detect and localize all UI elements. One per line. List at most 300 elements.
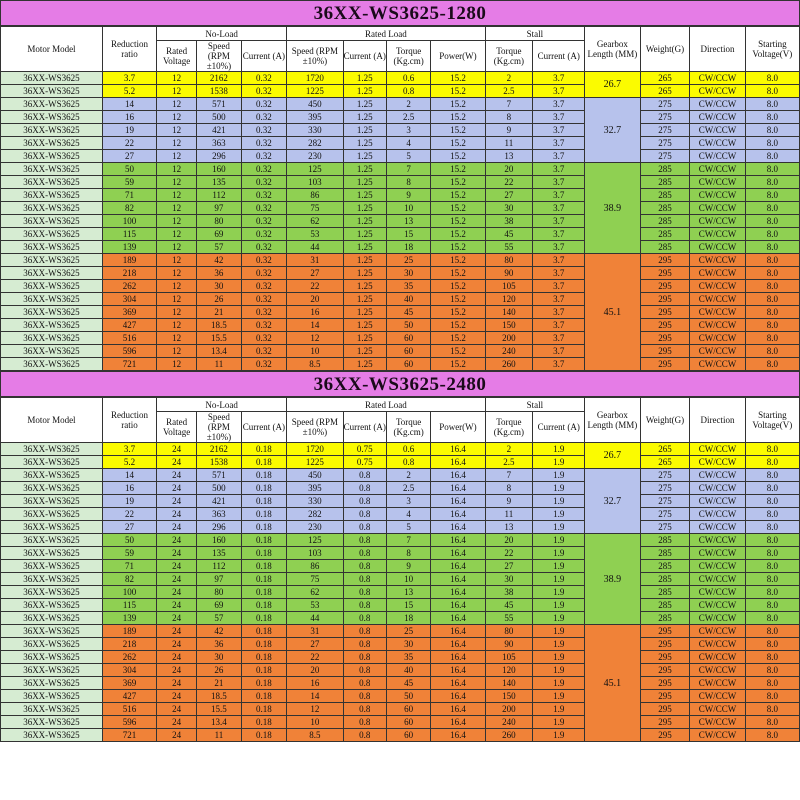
cell-power: 15.2 <box>431 163 485 176</box>
cell-power: 16.4 <box>431 573 485 586</box>
cell-noload-speed: 15.5 <box>197 703 241 716</box>
cell-rated-speed: 86 <box>287 189 343 202</box>
header-reduction-ratio: Reduction ratio <box>102 27 156 72</box>
cell-stall-torque: 2 <box>485 72 533 85</box>
cell-motor-model: 36XX-WS3625 <box>1 98 103 111</box>
cell-rated-torque: 0.8 <box>386 85 430 98</box>
cell-weight: 285 <box>640 547 690 560</box>
cell-noload-current: 0.32 <box>241 189 287 202</box>
cell-direction: CW/CCW <box>690 547 745 560</box>
cell-weight: 295 <box>640 293 690 306</box>
cell-weight: 265 <box>640 85 690 98</box>
cell-weight: 285 <box>640 534 690 547</box>
cell-rated-voltage: 24 <box>157 573 197 586</box>
cell-rated-speed: 44 <box>287 241 343 254</box>
cell-motor-model: 36XX-WS3625 <box>1 124 103 137</box>
cell-stall-torque: 55 <box>485 612 533 625</box>
cell-noload-current: 0.18 <box>241 521 287 534</box>
cell-stall-torque: 260 <box>485 729 533 742</box>
cell-noload-speed: 296 <box>197 521 241 534</box>
cell-motor-model: 36XX-WS3625 <box>1 443 103 456</box>
cell-starting-voltage: 8.0 <box>745 189 799 202</box>
cell-rated-torque: 0.6 <box>386 72 430 85</box>
cell-rated-speed: 20 <box>287 664 343 677</box>
cell-direction: CW/CCW <box>690 254 745 267</box>
cell-rated-voltage: 24 <box>157 716 197 729</box>
cell-noload-current: 0.32 <box>241 202 287 215</box>
table-row <box>1 111 800 124</box>
cell-gearbox-length: 38.9 <box>585 163 640 254</box>
cell-rated-current: 1.25 <box>343 267 386 280</box>
header-rated-current: Current (A) <box>343 412 386 443</box>
cell-rated-torque: 9 <box>386 189 430 202</box>
cell-stall-torque: 150 <box>485 690 533 703</box>
cell-starting-voltage: 8.0 <box>745 150 799 163</box>
cell-motor-model: 36XX-WS3625 <box>1 612 103 625</box>
cell-rated-torque: 10 <box>386 573 430 586</box>
cell-stall-torque: 9 <box>485 124 533 137</box>
cell-power: 16.4 <box>431 625 485 638</box>
cell-noload-current: 0.18 <box>241 482 287 495</box>
cell-weight: 285 <box>640 176 690 189</box>
cell-direction: CW/CCW <box>690 163 745 176</box>
cell-weight: 285 <box>640 241 690 254</box>
cell-stall-torque: 20 <box>485 163 533 176</box>
cell-rated-torque: 2.5 <box>386 111 430 124</box>
cell-stall-current: 3.7 <box>533 189 585 202</box>
cell-weight: 295 <box>640 332 690 345</box>
cell-noload-speed: 97 <box>197 202 241 215</box>
cell-rated-speed: 62 <box>287 215 343 228</box>
cell-reduction-ratio: 16 <box>102 111 156 124</box>
cell-noload-speed: 2162 <box>197 443 241 456</box>
cell-reduction-ratio: 82 <box>102 573 156 586</box>
cell-power: 16.4 <box>431 638 485 651</box>
cell-noload-speed: 57 <box>197 612 241 625</box>
cell-reduction-ratio: 5.2 <box>102 456 156 469</box>
cell-rated-current: 0.8 <box>343 560 386 573</box>
cell-motor-model: 36XX-WS3625 <box>1 293 103 306</box>
cell-weight: 295 <box>640 306 690 319</box>
cell-direction: CW/CCW <box>690 319 745 332</box>
table-row <box>1 137 800 150</box>
cell-direction: CW/CCW <box>690 612 745 625</box>
table-row <box>1 254 800 267</box>
cell-rated-voltage: 12 <box>157 254 197 267</box>
table-row <box>1 482 800 495</box>
cell-motor-model: 36XX-WS3625 <box>1 332 103 345</box>
cell-rated-torque: 2 <box>386 469 430 482</box>
cell-starting-voltage: 8.0 <box>745 306 799 319</box>
cell-power: 15.2 <box>431 306 485 319</box>
cell-weight: 295 <box>640 651 690 664</box>
cell-starting-voltage: 8.0 <box>745 534 799 547</box>
cell-stall-torque: 55 <box>485 241 533 254</box>
cell-power: 15.2 <box>431 85 485 98</box>
cell-rated-torque: 40 <box>386 664 430 677</box>
cell-rated-torque: 0.8 <box>386 456 430 469</box>
cell-weight: 275 <box>640 98 690 111</box>
cell-rated-torque: 3 <box>386 124 430 137</box>
cell-noload-current: 0.32 <box>241 332 287 345</box>
cell-stall-torque: 90 <box>485 267 533 280</box>
table-row <box>1 358 800 371</box>
cell-stall-torque: 90 <box>485 638 533 651</box>
cell-noload-current: 0.18 <box>241 703 287 716</box>
cell-power: 16.4 <box>431 495 485 508</box>
cell-rated-current: 1.25 <box>343 137 386 150</box>
cell-rated-current: 1.25 <box>343 293 386 306</box>
table-row <box>1 293 800 306</box>
cell-stall-torque: 13 <box>485 150 533 163</box>
cell-power: 16.4 <box>431 469 485 482</box>
cell-rated-voltage: 24 <box>157 482 197 495</box>
cell-stall-current: 1.9 <box>533 612 585 625</box>
cell-rated-current: 1.25 <box>343 345 386 358</box>
cell-stall-torque: 7 <box>485 98 533 111</box>
cell-starting-voltage: 8.0 <box>745 690 799 703</box>
cell-motor-model: 36XX-WS3625 <box>1 586 103 599</box>
cell-noload-speed: 11 <box>197 358 241 371</box>
cell-rated-current: 0.8 <box>343 508 386 521</box>
cell-direction: CW/CCW <box>690 534 745 547</box>
cell-rated-current: 1.25 <box>343 150 386 163</box>
cell-rated-current: 0.8 <box>343 729 386 742</box>
cell-direction: CW/CCW <box>690 599 745 612</box>
cell-stall-current: 3.7 <box>533 124 585 137</box>
header-weight: Weight(G) <box>640 27 690 72</box>
cell-rated-voltage: 24 <box>157 690 197 703</box>
cell-motor-model: 36XX-WS3625 <box>1 495 103 508</box>
cell-power: 16.4 <box>431 443 485 456</box>
header-direction: Direction <box>690 27 745 72</box>
cell-motor-model: 36XX-WS3625 <box>1 651 103 664</box>
cell-rated-torque: 60 <box>386 729 430 742</box>
cell-stall-torque: 105 <box>485 280 533 293</box>
cell-noload-current: 0.18 <box>241 664 287 677</box>
cell-noload-current: 0.32 <box>241 98 287 111</box>
table-row <box>1 215 800 228</box>
cell-rated-voltage: 24 <box>157 560 197 573</box>
cell-noload-current: 0.32 <box>241 280 287 293</box>
cell-rated-voltage: 24 <box>157 586 197 599</box>
cell-rated-current: 0.8 <box>343 599 386 612</box>
cell-rated-voltage: 24 <box>157 638 197 651</box>
cell-stall-torque: 120 <box>485 293 533 306</box>
cell-reduction-ratio: 262 <box>102 651 156 664</box>
cell-power: 15.2 <box>431 319 485 332</box>
cell-stall-current: 1.9 <box>533 469 585 482</box>
cell-reduction-ratio: 82 <box>102 202 156 215</box>
cell-weight: 285 <box>640 215 690 228</box>
cell-noload-current: 0.32 <box>241 306 287 319</box>
cell-noload-current: 0.18 <box>241 456 287 469</box>
cell-stall-current: 1.9 <box>533 482 585 495</box>
cell-motor-model: 36XX-WS3625 <box>1 228 103 241</box>
cell-rated-voltage: 12 <box>157 319 197 332</box>
cell-weight: 275 <box>640 521 690 534</box>
cell-starting-voltage: 8.0 <box>745 163 799 176</box>
cell-rated-speed: 450 <box>287 98 343 111</box>
cell-weight: 275 <box>640 495 690 508</box>
cell-noload-current: 0.18 <box>241 534 287 547</box>
cell-rated-speed: 1225 <box>287 456 343 469</box>
cell-rated-voltage: 24 <box>157 495 197 508</box>
cell-stall-current: 3.7 <box>533 202 585 215</box>
cell-rated-voltage: 12 <box>157 111 197 124</box>
cell-motor-model: 36XX-WS3625 <box>1 703 103 716</box>
cell-rated-torque: 25 <box>386 254 430 267</box>
cell-rated-voltage: 12 <box>157 345 197 358</box>
cell-starting-voltage: 8.0 <box>745 215 799 228</box>
cell-rated-current: 0.8 <box>343 677 386 690</box>
cell-stall-current: 1.9 <box>533 586 585 599</box>
cell-noload-current: 0.32 <box>241 345 287 358</box>
cell-rated-current: 1.25 <box>343 72 386 85</box>
cell-rated-torque: 7 <box>386 534 430 547</box>
cell-power: 15.2 <box>431 202 485 215</box>
cell-rated-speed: 10 <box>287 345 343 358</box>
cell-power: 15.2 <box>431 332 485 345</box>
cell-starting-voltage: 8.0 <box>745 124 799 137</box>
section-title: 36XX-WS3625-2480 <box>0 371 800 397</box>
cell-noload-speed: 42 <box>197 625 241 638</box>
cell-rated-speed: 31 <box>287 625 343 638</box>
cell-gearbox-length: 38.9 <box>585 534 640 625</box>
cell-stall-current: 1.9 <box>533 625 585 638</box>
cell-rated-torque: 5 <box>386 150 430 163</box>
cell-rated-speed: 1225 <box>287 85 343 98</box>
cell-noload-current: 0.18 <box>241 586 287 599</box>
cell-gearbox-length: 45.1 <box>585 625 640 742</box>
cell-stall-torque: 9 <box>485 495 533 508</box>
cell-stall-torque: 8 <box>485 111 533 124</box>
cell-rated-current: 1.25 <box>343 189 386 202</box>
cell-motor-model: 36XX-WS3625 <box>1 638 103 651</box>
cell-stall-torque: 22 <box>485 547 533 560</box>
cell-rated-torque: 40 <box>386 293 430 306</box>
table-row <box>1 202 800 215</box>
cell-reduction-ratio: 50 <box>102 163 156 176</box>
cell-rated-voltage: 12 <box>157 358 197 371</box>
cell-reduction-ratio: 516 <box>102 332 156 345</box>
cell-stall-current: 1.9 <box>533 729 585 742</box>
cell-rated-speed: 103 <box>287 176 343 189</box>
cell-motor-model: 36XX-WS3625 <box>1 560 103 573</box>
cell-power: 16.4 <box>431 599 485 612</box>
cell-power: 15.2 <box>431 124 485 137</box>
cell-stall-current: 3.7 <box>533 254 585 267</box>
cell-rated-current: 0.8 <box>343 547 386 560</box>
cell-weight: 265 <box>640 456 690 469</box>
cell-rated-torque: 15 <box>386 599 430 612</box>
table-row <box>1 85 800 98</box>
header-rated-voltage: Rated Voltage <box>157 41 197 72</box>
cell-rated-voltage: 12 <box>157 202 197 215</box>
cell-rated-current: 0.8 <box>343 638 386 651</box>
cell-direction: CW/CCW <box>690 293 745 306</box>
cell-stall-current: 1.9 <box>533 547 585 560</box>
cell-rated-torque: 0.6 <box>386 443 430 456</box>
cell-noload-current: 0.32 <box>241 319 287 332</box>
cell-direction: CW/CCW <box>690 495 745 508</box>
cell-noload-speed: 57 <box>197 241 241 254</box>
cell-power: 16.4 <box>431 664 485 677</box>
cell-stall-current: 1.9 <box>533 508 585 521</box>
table-row <box>1 508 800 521</box>
cell-noload-speed: 80 <box>197 586 241 599</box>
cell-motor-model: 36XX-WS3625 <box>1 716 103 729</box>
cell-reduction-ratio: 59 <box>102 176 156 189</box>
cell-rated-current: 1.25 <box>343 176 386 189</box>
cell-power: 16.4 <box>431 521 485 534</box>
header-power: Power(W) <box>431 412 485 443</box>
cell-direction: CW/CCW <box>690 521 745 534</box>
cell-motor-model: 36XX-WS3625 <box>1 456 103 469</box>
cell-noload-current: 0.18 <box>241 469 287 482</box>
cell-rated-current: 1.25 <box>343 241 386 254</box>
cell-noload-current: 0.32 <box>241 176 287 189</box>
cell-rated-current: 1.25 <box>343 98 386 111</box>
table-row <box>1 189 800 202</box>
cell-noload-current: 0.32 <box>241 163 287 176</box>
cell-rated-voltage: 24 <box>157 612 197 625</box>
cell-stall-torque: 20 <box>485 534 533 547</box>
cell-rated-speed: 330 <box>287 495 343 508</box>
cell-stall-torque: 240 <box>485 716 533 729</box>
cell-noload-speed: 135 <box>197 176 241 189</box>
cell-starting-voltage: 8.0 <box>745 547 799 560</box>
cell-rated-speed: 22 <box>287 280 343 293</box>
cell-stall-current: 1.9 <box>533 716 585 729</box>
cell-rated-voltage: 12 <box>157 72 197 85</box>
cell-stall-current: 1.9 <box>533 456 585 469</box>
cell-reduction-ratio: 721 <box>102 358 156 371</box>
cell-motor-model: 36XX-WS3625 <box>1 599 103 612</box>
cell-rated-speed: 53 <box>287 228 343 241</box>
cell-noload-current: 0.32 <box>241 111 287 124</box>
cell-rated-speed: 282 <box>287 137 343 150</box>
cell-reduction-ratio: 14 <box>102 98 156 111</box>
cell-starting-voltage: 8.0 <box>745 729 799 742</box>
cell-stall-torque: 22 <box>485 176 533 189</box>
table-row <box>1 469 800 482</box>
cell-stall-current: 1.9 <box>533 599 585 612</box>
table-row <box>1 729 800 742</box>
table-row <box>1 72 800 85</box>
cell-weight: 285 <box>640 612 690 625</box>
cell-weight: 285 <box>640 586 690 599</box>
cell-noload-current: 0.18 <box>241 443 287 456</box>
cell-rated-torque: 18 <box>386 241 430 254</box>
table-row <box>1 495 800 508</box>
header-gearbox-length: Gearbox Length (MM) <box>585 398 640 443</box>
cell-rated-torque: 30 <box>386 267 430 280</box>
cell-starting-voltage: 8.0 <box>745 677 799 690</box>
cell-direction: CW/CCW <box>690 98 745 111</box>
cell-motor-model: 36XX-WS3625 <box>1 111 103 124</box>
cell-stall-current: 3.7 <box>533 241 585 254</box>
cell-starting-voltage: 8.0 <box>745 98 799 111</box>
cell-reduction-ratio: 596 <box>102 345 156 358</box>
cell-reduction-ratio: 721 <box>102 729 156 742</box>
cell-direction: CW/CCW <box>690 124 745 137</box>
cell-direction: CW/CCW <box>690 456 745 469</box>
cell-rated-torque: 35 <box>386 651 430 664</box>
header-noload-current: Current (A) <box>241 41 287 72</box>
cell-direction: CW/CCW <box>690 72 745 85</box>
cell-starting-voltage: 8.0 <box>745 625 799 638</box>
cell-motor-model: 36XX-WS3625 <box>1 482 103 495</box>
cell-power: 16.4 <box>431 547 485 560</box>
cell-stall-current: 1.9 <box>533 664 585 677</box>
cell-noload-current: 0.32 <box>241 267 287 280</box>
cell-stall-current: 1.9 <box>533 573 585 586</box>
cell-direction: CW/CCW <box>690 716 745 729</box>
cell-rated-torque: 10 <box>386 202 430 215</box>
cell-rated-torque: 2.5 <box>386 482 430 495</box>
cell-rated-voltage: 12 <box>157 215 197 228</box>
cell-stall-current: 3.7 <box>533 176 585 189</box>
cell-weight: 285 <box>640 599 690 612</box>
cell-stall-torque: 38 <box>485 586 533 599</box>
cell-weight: 285 <box>640 189 690 202</box>
cell-weight: 295 <box>640 254 690 267</box>
cell-starting-voltage: 8.0 <box>745 280 799 293</box>
table-row <box>1 638 800 651</box>
cell-noload-speed: 18.5 <box>197 690 241 703</box>
header-power: Power(W) <box>431 41 485 72</box>
cell-rated-voltage: 24 <box>157 729 197 742</box>
cell-noload-speed: 160 <box>197 534 241 547</box>
cell-starting-voltage: 8.0 <box>745 345 799 358</box>
cell-starting-voltage: 8.0 <box>745 254 799 267</box>
cell-stall-current: 3.7 <box>533 306 585 319</box>
cell-starting-voltage: 8.0 <box>745 202 799 215</box>
cell-reduction-ratio: 218 <box>102 638 156 651</box>
cell-rated-torque: 60 <box>386 716 430 729</box>
cell-noload-speed: 30 <box>197 280 241 293</box>
header-rated-speed: Speed (RPM ±10%) <box>287 412 343 443</box>
table-row <box>1 586 800 599</box>
cell-direction: CW/CCW <box>690 267 745 280</box>
cell-gearbox-length: 32.7 <box>585 469 640 534</box>
cell-rated-torque: 60 <box>386 345 430 358</box>
cell-starting-voltage: 8.0 <box>745 508 799 521</box>
cell-weight: 285 <box>640 560 690 573</box>
cell-rated-speed: 12 <box>287 703 343 716</box>
cell-rated-current: 0.8 <box>343 495 386 508</box>
cell-weight: 275 <box>640 150 690 163</box>
cell-rated-current: 0.8 <box>343 612 386 625</box>
cell-direction: CW/CCW <box>690 202 745 215</box>
cell-reduction-ratio: 71 <box>102 560 156 573</box>
cell-noload-current: 0.18 <box>241 690 287 703</box>
cell-rated-torque: 8 <box>386 547 430 560</box>
table-row <box>1 456 800 469</box>
cell-rated-speed: 395 <box>287 482 343 495</box>
cell-stall-current: 3.7 <box>533 85 585 98</box>
table-row <box>1 664 800 677</box>
cell-noload-current: 0.32 <box>241 254 287 267</box>
cell-starting-voltage: 8.0 <box>745 482 799 495</box>
cell-stall-current: 1.9 <box>533 690 585 703</box>
cell-power: 16.4 <box>431 482 485 495</box>
cell-gearbox-length: 26.7 <box>585 72 640 98</box>
cell-stall-current: 1.9 <box>533 521 585 534</box>
cell-rated-current: 0.75 <box>343 443 386 456</box>
table-row <box>1 703 800 716</box>
